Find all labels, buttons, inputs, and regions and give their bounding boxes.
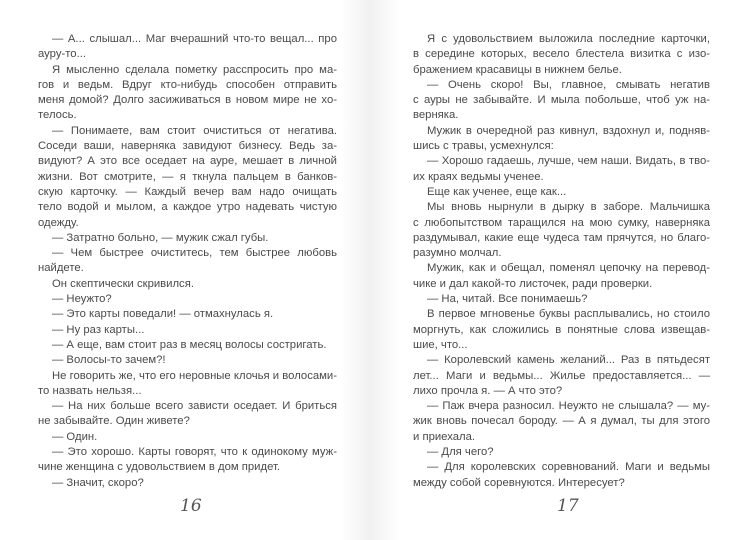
- text-line: Еще как ученее, еще как...: [427, 185, 567, 198]
- text-line: — Значит, скоро?: [52, 476, 144, 489]
- paragraph: [38, 399, 337, 430]
- paragraph: [413, 78, 710, 124]
- paragraph: [413, 32, 710, 78]
- text-line: — Волосы-то зачем?!: [52, 354, 166, 367]
- text-line: Мы вновь нырнули в дырку в заборе. Мальчишка: [427, 201, 710, 214]
- text-line: Мужик, как и обещал, поменял цепочку на перевод-: [427, 262, 710, 275]
- paragraph: [38, 323, 337, 338]
- text-line: Не говорить же, что его неровные клочья и волосами-: [52, 369, 337, 382]
- text-line: в середине которых, весело блестела визитка с изо-: [413, 48, 710, 61]
- text-line: и приехала.: [413, 430, 476, 443]
- text-line: — Очень скоро! Вы, главное, смывать негатив: [427, 78, 710, 91]
- text-line: — На них больше всего зависти оседает. И бриться: [52, 400, 337, 413]
- text-line: найдете.: [38, 262, 84, 275]
- text-line: тело водой и мылом, а каждое утро надевать чистую: [38, 201, 337, 214]
- text-line: Он скептически скривился.: [52, 277, 194, 290]
- paragraph: [38, 32, 337, 63]
- text-line: — Это карты поведали! — отмахнулась я.: [52, 308, 274, 321]
- page-number: 17: [557, 496, 579, 516]
- text-line: моргнуть, как сложились в понятные слова извещав-: [413, 323, 710, 336]
- text-line: шие, что...: [413, 338, 468, 351]
- text-line: жизни. Вот смотрите, — я ткнула пальцем в банков-: [38, 170, 337, 183]
- text-line: — Королевский камень желаний... Раз в пятьдесят: [427, 354, 710, 367]
- paragraph: [38, 307, 337, 322]
- paragraph: [38, 353, 337, 368]
- paragraph: [413, 292, 710, 307]
- text-line: гов и ведьм. Вдруг кто-нибудь способен отправить: [38, 78, 337, 91]
- text-line: между собой соревнуются. Интересует?: [413, 476, 625, 489]
- text-line: — Для чего?: [427, 446, 494, 459]
- text-line: ауру-то...: [38, 48, 86, 61]
- paragraph: [413, 399, 710, 445]
- paragraph: [38, 63, 337, 124]
- text-line: чике и дал какой-то листочек, ради проверки.: [413, 277, 653, 290]
- text-line: — Это хорошо. Карты говорят, что к одинокому муж-: [52, 446, 337, 459]
- text-line: В первое мгновенье буквы расплывались, но стоило: [427, 308, 710, 321]
- text-line: одежду.: [38, 216, 79, 229]
- text-line: — Ну раз карты...: [52, 323, 145, 336]
- paragraph: [413, 124, 710, 155]
- paragraph: [413, 353, 710, 399]
- text-line: их краях ведьмы ученее.: [413, 170, 544, 183]
- text-column: [38, 32, 337, 491]
- paragraph: [413, 307, 710, 353]
- right-page: [370, 0, 740, 540]
- paragraph: [413, 200, 710, 261]
- paragraph: [413, 261, 710, 292]
- text-line: верняка.: [413, 109, 459, 122]
- text-line: — А... слышал... Маг вчерашний что-то вещал... про: [52, 33, 337, 45]
- paragraph: [38, 124, 337, 231]
- text-line: разумно молчал.: [413, 247, 502, 260]
- paragraph: [38, 246, 337, 277]
- paragraph: [413, 154, 710, 185]
- paragraph: [38, 292, 337, 307]
- text-line: — Для королевских соревнований. Маги и ведьмы: [427, 461, 710, 474]
- text-line: — А еще, вам стоит раз в месяц волосы состригать.: [52, 338, 327, 351]
- text-line: с ауры не забывайте. И мыла побольше, чтоб уж на-: [413, 94, 710, 107]
- text-line: Я мысленно сделала пометку расспросить про ма-: [52, 63, 337, 76]
- text-column: [413, 32, 710, 491]
- paragraph: [413, 460, 710, 491]
- page-number: 16: [180, 496, 202, 516]
- text-line: Мужик в очередной раз кивнул, вздохнул и, подняв-: [427, 124, 710, 137]
- text-line: — Один.: [52, 430, 98, 443]
- text-line: лихо прочла я. — А что это?: [413, 384, 563, 397]
- text-line: меня домой? Долго засиживаться в новом мире не хо-: [38, 94, 337, 107]
- text-line: жик вновь почесал бороду. — А я думал, ты для этого: [413, 415, 710, 428]
- text-line: скую карточку. — Каждый вечер вам надо очищать: [38, 185, 337, 198]
- text-line: — Чем быстрее очиститесь, тем быстрее любовь: [52, 247, 337, 260]
- text-line: Я с удовольствием выложила последние карточки,: [427, 33, 710, 45]
- text-line: — Паж вчера разносил. Неужто не слышала? — му-: [427, 400, 710, 413]
- text-line: не забывайте. Один живете?: [38, 415, 190, 428]
- text-line: с любопытством таращился на мою сумку, наверняка: [413, 216, 710, 229]
- paragraph: [38, 369, 337, 400]
- text-line: — Понимаете, вам стоит очиститься от негатива.: [52, 124, 337, 137]
- text-line: лет... Маги и ведьмы... Жилье предоставляется... —: [413, 369, 710, 382]
- text-line: чине женщина с удовольствием в дом придет.: [38, 461, 281, 474]
- text-line: видуют? А это все оседает на ауре, мешает в личной: [38, 155, 337, 168]
- paragraph: [38, 445, 337, 476]
- paragraph: [38, 430, 337, 445]
- text-line: телось.: [38, 109, 77, 122]
- text-line: Соседи ваши, наверняка завидуют бизнесу. Ведь за-: [38, 140, 337, 153]
- text-line: — На, читай. Все понимаешь?: [427, 293, 588, 306]
- paragraph: [38, 476, 337, 491]
- text-line: — Неужто?: [52, 293, 112, 306]
- paragraph: [38, 338, 337, 353]
- text-line: то назвать нельзя...: [38, 384, 142, 397]
- text-line: раздумывал, какие еще чудеса там прячутся, но благо-: [413, 231, 710, 244]
- text-line: бражением красавицы в нижнем белье.: [413, 63, 622, 76]
- paragraph: [413, 445, 710, 460]
- paragraph: [38, 231, 337, 246]
- text-line: — Хорошо гадаешь, лучше, чем наши. Видать, в тво-: [427, 155, 710, 168]
- text-line: — Затратно больно, — мужик сжал губы.: [52, 231, 269, 244]
- paragraph: [38, 277, 337, 292]
- paragraph: [413, 185, 710, 200]
- text-line: шись с травы, усмехнулся:: [413, 140, 554, 153]
